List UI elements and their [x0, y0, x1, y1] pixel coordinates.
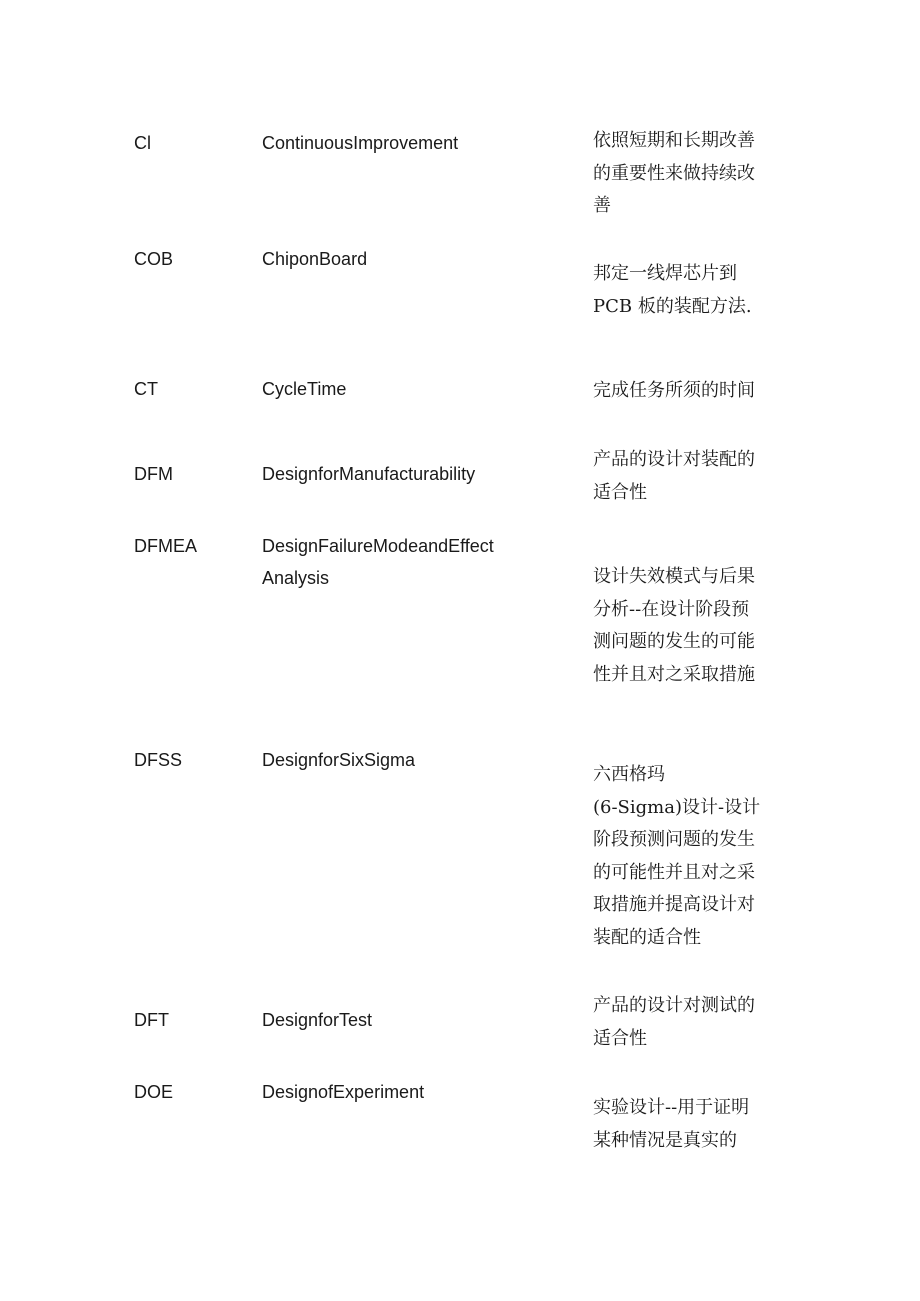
- abbreviation: COB: [134, 249, 174, 269]
- full-term-line: DesignforTest: [262, 1010, 373, 1030]
- full-term-line: DesignforManufacturability: [262, 464, 476, 484]
- description-line: 阶段预测问题的发生: [593, 829, 755, 850]
- full-term: [262, 744, 415, 776]
- description: [593, 375, 755, 408]
- description-line: 的重要性来做持续改: [593, 162, 755, 184]
- description-line: 适合性: [593, 1027, 647, 1049]
- abbreviation: DFMEA: [134, 536, 197, 556]
- description-line: 实验设计--用于证明: [593, 1097, 750, 1118]
- full-term: [262, 458, 475, 490]
- description-line: 产品的设计对测试的: [593, 995, 755, 1016]
- full-term: [262, 530, 494, 594]
- description: [593, 258, 752, 323]
- description-line: 设计失效模式与后果: [593, 566, 755, 587]
- description: [593, 561, 755, 691]
- description-line: 依照短期和长期改善: [593, 130, 755, 151]
- full-term: [262, 127, 458, 159]
- abbreviation: DFM: [134, 464, 173, 484]
- full-term: [262, 243, 367, 275]
- description-line: 善: [593, 195, 611, 216]
- description-line: 适合性: [593, 481, 647, 503]
- description-line: 取措施并提高设计对: [593, 894, 755, 915]
- description-line: 装配的适合性: [593, 926, 701, 948]
- description-line: 完成任务所须的时间: [593, 380, 755, 401]
- description: [593, 990, 755, 1055]
- full-term-line: DesignofExperiment: [262, 1082, 425, 1102]
- description-line: PCB 板的装配方法.: [593, 295, 752, 317]
- abbreviation: DOE: [134, 1082, 174, 1102]
- description-line: 六西格玛: [593, 764, 665, 785]
- abbreviation: Cl: [134, 133, 151, 153]
- abbreviation: DFT: [134, 1010, 169, 1030]
- abbreviation: CT: [134, 379, 158, 399]
- description: [593, 759, 760, 954]
- full-term-line: ChiponBoard: [262, 249, 368, 269]
- full-term: [262, 1004, 372, 1036]
- full-term-line: ContinuousImprovement: [262, 133, 459, 153]
- abbreviation: DFSS: [134, 750, 183, 770]
- description-line: 某种情况是真实的: [593, 1129, 737, 1151]
- description-line: 的可能性并且对之采: [593, 861, 755, 883]
- description: [593, 1092, 749, 1157]
- full-term: [262, 373, 346, 405]
- description: [593, 444, 755, 509]
- description-line: 测问题的发生的可能: [593, 631, 755, 652]
- description-line: 性并且对之采取措施: [593, 663, 755, 685]
- full-term-line: DesignforSixSigma: [262, 750, 416, 770]
- description-line: 邦定一线焊芯片到: [593, 263, 737, 284]
- description: [593, 125, 755, 223]
- full-term-line: Analysis: [262, 568, 330, 588]
- full-term: [262, 1076, 424, 1108]
- full-term-line: DesignFailureModeandEffect: [262, 536, 494, 556]
- full-term-line: CycleTime: [262, 379, 347, 399]
- description-line: 分析--在设计阶段预: [593, 598, 750, 620]
- description-line: (6-Sigma)设计-设计: [593, 796, 761, 818]
- description-line: 产品的设计对装配的: [593, 449, 755, 470]
